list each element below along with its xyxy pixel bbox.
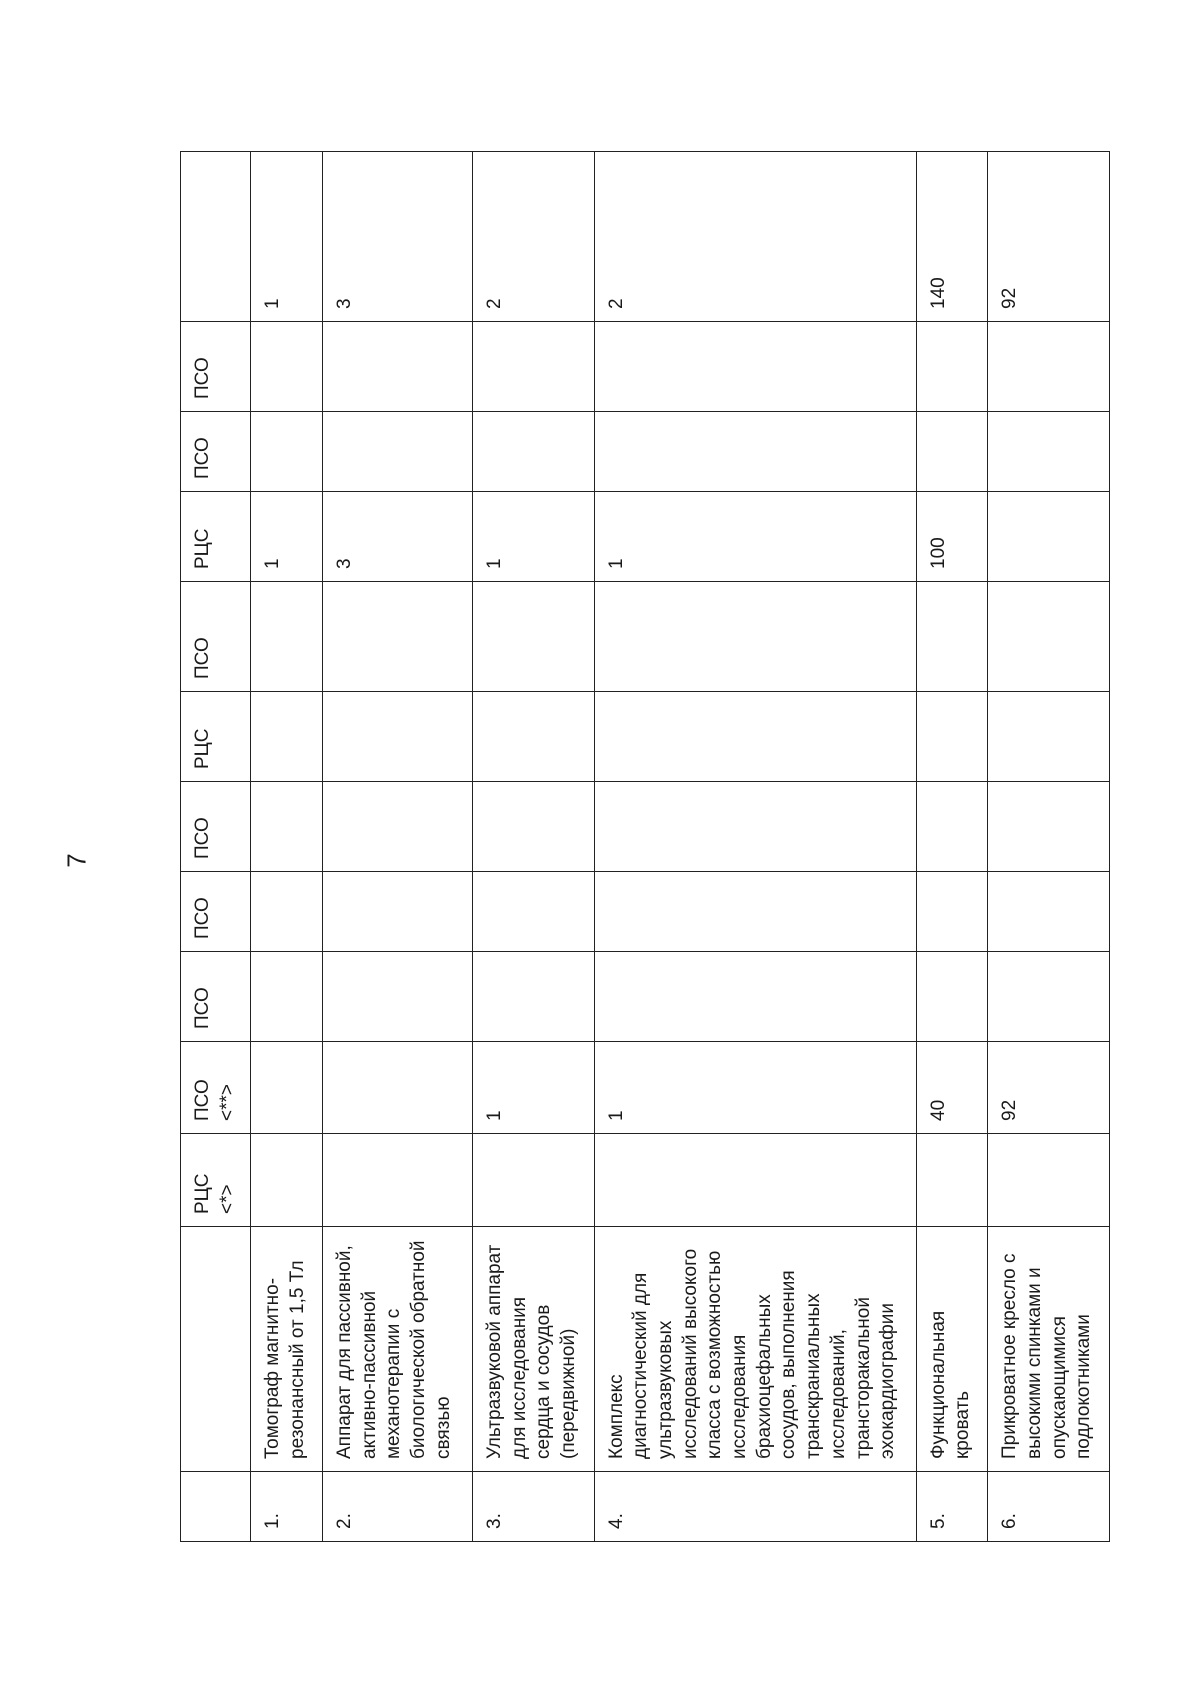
row-number: 5. [916,1472,987,1542]
table-header-row [181,152,251,1542]
table-cell [916,872,987,952]
table-cell [322,782,472,872]
table-cell [473,412,595,492]
table-cell: 2 [473,152,595,322]
table-cell [251,872,322,952]
header-cell: ПСО [181,872,251,952]
table-cell [916,1134,987,1227]
table-cell [594,1134,916,1227]
table-cell [251,322,322,412]
table-cell [473,782,595,872]
table-cell: 40 [916,1042,987,1134]
equipment-table [180,151,1110,1542]
row-number: 2. [322,1472,472,1542]
table-cell [251,1042,322,1134]
header-cell [181,152,251,322]
table-cell [988,1134,1110,1227]
table-cell [322,412,472,492]
table-cell [594,412,916,492]
rotated-document [180,152,1110,1542]
table-cell [988,492,1110,582]
header-cell: РЦС <*> [181,1134,251,1227]
header-cell: РЦС [181,692,251,782]
table-cell [251,782,322,872]
header-cell: ПСО [181,322,251,412]
header-cell: РЦС [181,492,251,582]
row-number: 6. [988,1472,1110,1542]
header-cell: ПСО <**> [181,1042,251,1134]
table-cell [251,692,322,782]
table-cell [473,322,595,412]
header-cell [181,1472,251,1542]
table-cell: 2 [594,152,916,322]
table-cell [988,412,1110,492]
table-cell [473,692,595,782]
equipment-name: Комплекс диагностический для ультразвуковых исследований высокого класса с возможностью исследования брахиоцефальных сосудов, выполнения транскраниальных исследований, трансторакальной эхокардиографии [594,1227,916,1472]
table-cell [594,322,916,412]
table-cell [251,1134,322,1227]
table-cell [988,782,1110,872]
table-cell [916,692,987,782]
table-cell: 92 [988,1042,1110,1134]
table-cell [473,872,595,952]
table-cell: 92 [988,152,1110,322]
table-cell: 1 [473,1042,595,1134]
table-cell [473,582,595,692]
table-cell: 100 [916,492,987,582]
table-cell [322,692,472,782]
table-cell [322,872,472,952]
table-row [251,152,322,1542]
header-cell: ПСО [181,582,251,692]
table-cell [916,952,987,1042]
table-cell [988,692,1110,782]
table-cell [594,872,916,952]
table-cell [322,322,472,412]
table-cell [594,782,916,872]
equipment-name: Томограф магнитно-резонансный от 1,5 Тл [251,1227,322,1472]
table-cell [988,322,1110,412]
header-cell: ПСО [181,782,251,872]
table-cell: 3 [322,492,472,582]
table-row [916,152,987,1542]
table-cell: 140 [916,152,987,322]
header-cell: ПСО [181,412,251,492]
table-row [473,152,595,1542]
table-cell [916,582,987,692]
table-cell [988,872,1110,952]
table-cell [322,1042,472,1134]
row-number: 4. [594,1472,916,1542]
table-cell [988,582,1110,692]
row-number: 1. [251,1472,322,1542]
table-row [988,152,1110,1542]
table-cell: 1 [473,492,595,582]
table-cell [916,412,987,492]
table-row [594,152,916,1542]
equipment-name: Ультразвуковой аппарат для исследования сердца и сосудов (передвижной) [473,1227,595,1472]
table-cell: 1 [594,1042,916,1134]
table-cell [594,582,916,692]
equipment-name: Прикроватное кресло с высокими спинками и опускающимися подлокотниками [988,1227,1110,1472]
table-cell [916,322,987,412]
table-cell [251,412,322,492]
table-cell [594,692,916,782]
row-number: 3. [473,1472,595,1542]
table-cell: 3 [322,152,472,322]
table-cell: 1 [251,152,322,322]
header-cell [181,1227,251,1472]
table-cell: 1 [594,492,916,582]
table-cell [322,582,472,692]
header-cell: ПСО [181,952,251,1042]
page-number: 7 [61,853,92,868]
table-cell [251,582,322,692]
table-cell: 1 [251,492,322,582]
table-cell [988,952,1110,1042]
table-row [322,152,472,1542]
equipment-name: Аппарат для пассивной, активно-пассивной механотерапии с биологической обратной связью [322,1227,472,1472]
table-cell [251,952,322,1042]
table-cell [473,1134,595,1227]
table-cell [916,782,987,872]
equipment-name: Функциональная кровать [916,1227,987,1472]
table-cell [594,952,916,1042]
table-cell [322,952,472,1042]
table-cell [473,952,595,1042]
table-cell [322,1134,472,1227]
